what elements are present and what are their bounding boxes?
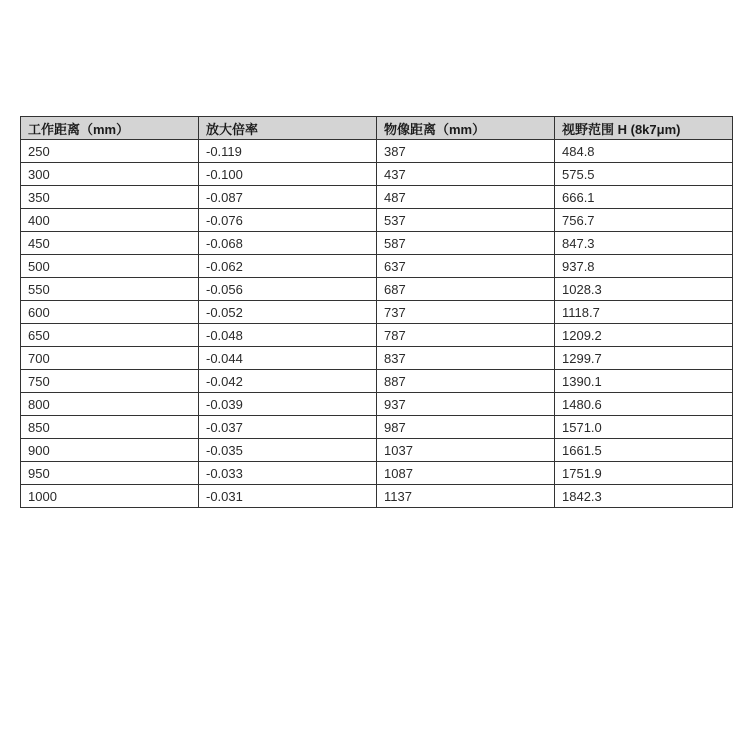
cell-magnification: -0.031 (199, 485, 377, 508)
cell-object-image-distance: 737 (377, 301, 555, 324)
cell-field-of-view: 1751.9 (555, 462, 733, 485)
header-field-of-view: 视野范围 H (8k7μm) (555, 117, 733, 140)
table-row (21, 485, 733, 508)
cell-object-image-distance: 637 (377, 255, 555, 278)
table-row (21, 324, 733, 347)
cell-object-image-distance: 787 (377, 324, 555, 347)
cell-working-distance: 850 (21, 416, 199, 439)
cell-object-image-distance: 1037 (377, 439, 555, 462)
cell-magnification: -0.087 (199, 186, 377, 209)
table-container (20, 116, 732, 508)
table-row (21, 232, 733, 255)
cell-field-of-view: 1209.2 (555, 324, 733, 347)
table-header (21, 117, 733, 140)
table-row (21, 416, 733, 439)
cell-magnification: -0.076 (199, 209, 377, 232)
cell-magnification: -0.068 (199, 232, 377, 255)
cell-magnification: -0.056 (199, 278, 377, 301)
cell-field-of-view: 1118.7 (555, 301, 733, 324)
cell-field-of-view: 484.8 (555, 140, 733, 163)
table-row (21, 278, 733, 301)
cell-working-distance: 750 (21, 370, 199, 393)
cell-object-image-distance: 937 (377, 393, 555, 416)
cell-object-image-distance: 487 (377, 186, 555, 209)
cell-working-distance: 400 (21, 209, 199, 232)
table-row (21, 347, 733, 370)
cell-object-image-distance: 687 (377, 278, 555, 301)
table-row (21, 462, 733, 485)
cell-object-image-distance: 1137 (377, 485, 555, 508)
table-row (21, 301, 733, 324)
cell-field-of-view: 1571.0 (555, 416, 733, 439)
cell-working-distance: 300 (21, 163, 199, 186)
cell-object-image-distance: 887 (377, 370, 555, 393)
table-row (21, 209, 733, 232)
cell-magnification: -0.119 (199, 140, 377, 163)
cell-working-distance: 250 (21, 140, 199, 163)
cell-object-image-distance: 537 (377, 209, 555, 232)
table-body (21, 140, 733, 508)
data-table (20, 116, 733, 508)
cell-magnification: -0.048 (199, 324, 377, 347)
cell-working-distance: 600 (21, 301, 199, 324)
header-magnification: 放大倍率 (199, 117, 377, 140)
cell-field-of-view: 666.1 (555, 186, 733, 209)
cell-field-of-view: 1299.7 (555, 347, 733, 370)
cell-working-distance: 950 (21, 462, 199, 485)
cell-magnification: -0.037 (199, 416, 377, 439)
table-row (21, 163, 733, 186)
cell-object-image-distance: 1087 (377, 462, 555, 485)
header-object-image-distance: 物像距离（mm） (377, 117, 555, 140)
cell-working-distance: 900 (21, 439, 199, 462)
cell-field-of-view: 1480.6 (555, 393, 733, 416)
cell-working-distance: 500 (21, 255, 199, 278)
cell-field-of-view: 1842.3 (555, 485, 733, 508)
cell-working-distance: 800 (21, 393, 199, 416)
table-row (21, 255, 733, 278)
cell-field-of-view: 756.7 (555, 209, 733, 232)
cell-magnification: -0.033 (199, 462, 377, 485)
cell-object-image-distance: 437 (377, 163, 555, 186)
cell-object-image-distance: 837 (377, 347, 555, 370)
cell-field-of-view: 1028.3 (555, 278, 733, 301)
cell-working-distance: 650 (21, 324, 199, 347)
cell-field-of-view: 1661.5 (555, 439, 733, 462)
cell-field-of-view: 1390.1 (555, 370, 733, 393)
cell-working-distance: 450 (21, 232, 199, 255)
cell-object-image-distance: 587 (377, 232, 555, 255)
cell-magnification: -0.035 (199, 439, 377, 462)
header-working-distance: 工作距离（mm） (21, 117, 199, 140)
header-row (21, 117, 733, 140)
cell-object-image-distance: 387 (377, 140, 555, 163)
cell-magnification: -0.100 (199, 163, 377, 186)
cell-magnification: -0.039 (199, 393, 377, 416)
table-row (21, 439, 733, 462)
cell-field-of-view: 847.3 (555, 232, 733, 255)
cell-magnification: -0.044 (199, 347, 377, 370)
cell-magnification: -0.062 (199, 255, 377, 278)
cell-field-of-view: 575.5 (555, 163, 733, 186)
cell-working-distance: 1000 (21, 485, 199, 508)
cell-object-image-distance: 987 (377, 416, 555, 439)
table-row (21, 370, 733, 393)
cell-field-of-view: 937.8 (555, 255, 733, 278)
table-row (21, 186, 733, 209)
cell-magnification: -0.052 (199, 301, 377, 324)
cell-working-distance: 700 (21, 347, 199, 370)
cell-magnification: -0.042 (199, 370, 377, 393)
table-row (21, 140, 733, 163)
table-row (21, 393, 733, 416)
cell-working-distance: 550 (21, 278, 199, 301)
cell-working-distance: 350 (21, 186, 199, 209)
